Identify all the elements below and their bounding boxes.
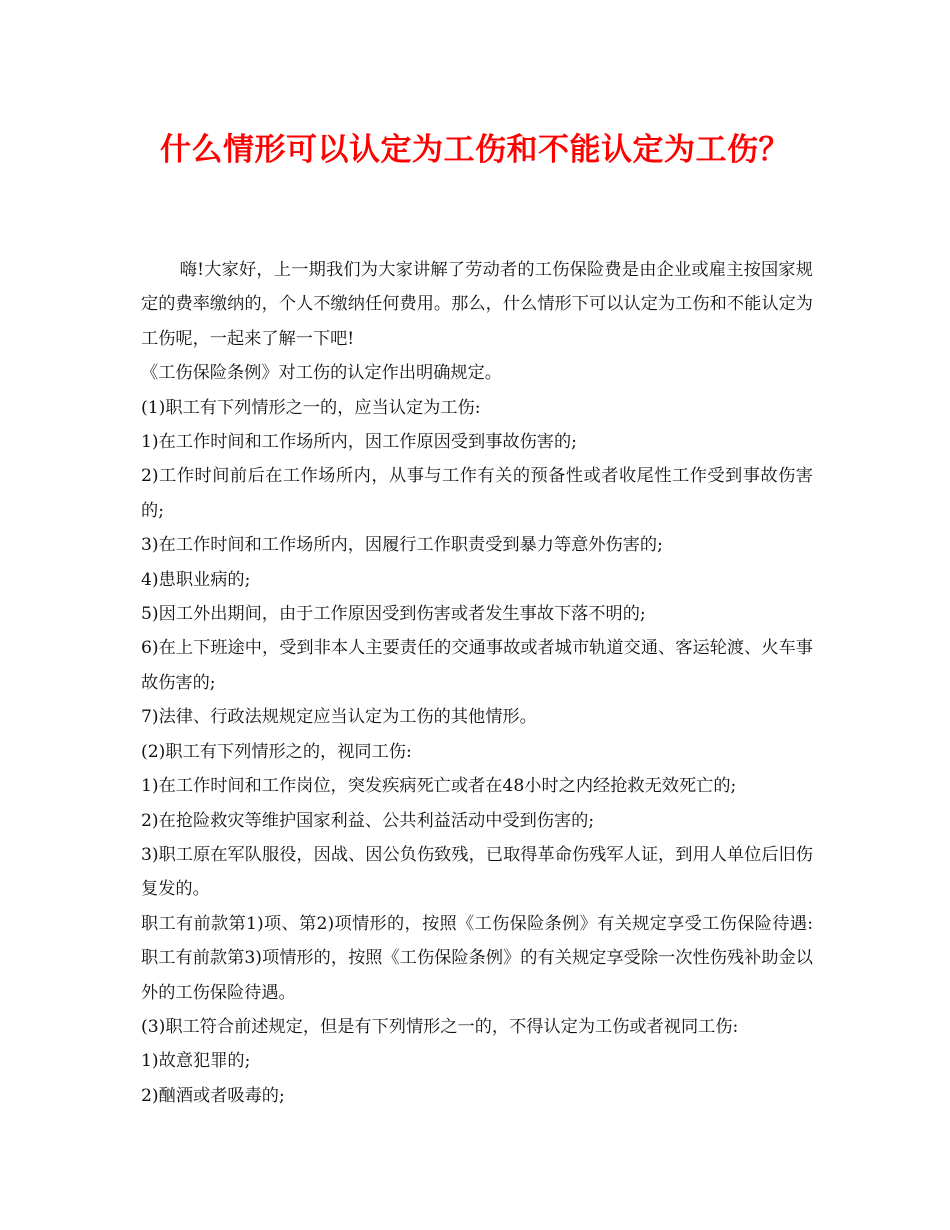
document-title: 什么情形可以认定为工伤和不能认定为工伤？ — [160, 132, 790, 168]
paragraph-intro: 嗨!大家好，上一期我们为大家讲解了劳动者的工伤保险费是由企业或雇主按国家规定的费率缴纳的，个人不缴纳任何费用。那么，什么情形下可以认定为工伤和不能认定为工伤呢，一起来了解一下吧! — [141, 260, 813, 349]
list-item: 1)在工作时间和工作岗位，突发疾病死亡或者在48小时之内经抢救无效死亡的; — [141, 776, 737, 797]
paragraph-benefits: 职工有前款第1)项、第2)项情形的，按照《工伤保险条例》有关规定享受工伤保险待遇:职工有前款第3)项情形的，按照《工伤保险条例》的有关规定享受除一次性伤残补助金以外的工伤保险待遇。 — [141, 913, 813, 1003]
section-heading-2: (2)职工有下列情形之的，视同工伤: — [141, 741, 412, 762]
list-item: 3)在工作时间和工作场所内，因履行工作职责受到暴力等意外伤害的; — [141, 535, 663, 556]
list-item: 4)患职业病的; — [141, 569, 251, 590]
list-item: 1)故意犯罪的; — [141, 1051, 251, 1072]
list-item: 5)因工外出期间，由于工作原因受到伤害或者发生事故下落不明的; — [141, 604, 646, 625]
section-heading-3: (3)职工符合前述规定，但是有下列情形之一的，不得认定为工伤或者视同工伤: — [141, 1016, 739, 1037]
list-item: 2)酗酒或者吸毒的; — [141, 1085, 285, 1106]
list-item: 2)在抢险救灾等维护国家利益、公共利益活动中受到伤害的; — [141, 810, 595, 831]
list-item: 1)在工作时间和工作场所内，因工作原因受到事故伤害的; — [141, 432, 577, 453]
document-body — [141, 253, 813, 1113]
list-item: 2)工作时间前后在工作场所内，从事与工作有关的预备性或者收尾性工作受到事故伤害的; — [141, 466, 813, 521]
section-heading-1: (1)职工有下列情形之一的，应当认定为工伤: — [141, 397, 481, 418]
list-item: 7)法律、行政法规规定应当认定为工伤的其他情形。 — [141, 707, 537, 728]
list-item: 3)职工原在军队服役，因战、因公负伤致残，已取得革命伤残军人证，到用人单位后旧伤复发的。 — [141, 844, 813, 900]
paragraph-regulation: 《工伤保险条例》对工伤的认定作出明确规定。 — [141, 363, 502, 384]
list-item: 6)在上下班途中，受到非本人主要责任的交通事故或者城市轨道交通、客运轮渡、火车事故伤害的; — [141, 638, 813, 693]
